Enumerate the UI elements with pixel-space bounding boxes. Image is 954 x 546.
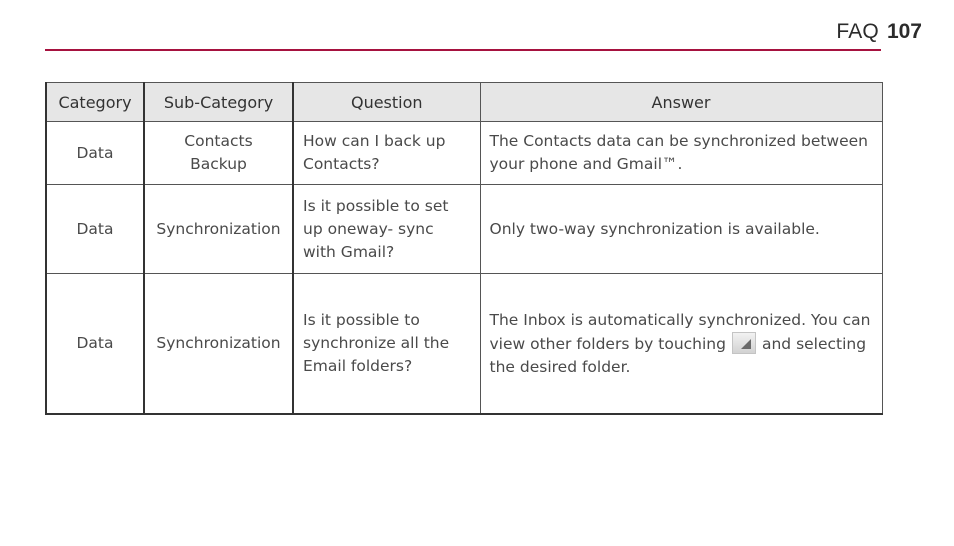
table-row xyxy=(46,185,882,274)
cell-sub-category: Synchronization xyxy=(144,185,293,274)
cell-answer: Only two-way synchronization is available. xyxy=(480,185,882,274)
cell-answer: The Contacts data can be synchronized between your phone and Gmail™. xyxy=(480,122,882,185)
folder-menu-icon xyxy=(732,332,756,354)
cell-category: Data xyxy=(46,122,144,185)
table-header-row xyxy=(46,83,882,122)
table-row xyxy=(46,274,882,415)
cell-question: How can I back up Contacts? xyxy=(293,122,480,185)
table-row xyxy=(46,122,882,185)
cell-question: Is it possible to set up oneway- sync with Gmail? xyxy=(293,185,480,274)
column-header-sub-category: Sub-Category xyxy=(144,83,293,122)
answer-text-after-icon: and selecting the desired folder. xyxy=(489,334,867,376)
page-number: 107 xyxy=(886,20,922,43)
cell-answer xyxy=(480,274,882,415)
section-title: FAQ xyxy=(836,20,879,43)
answer-text-before-icon: The Inbox is automatically synchronized. You can view other folders by touching xyxy=(489,310,871,353)
cell-sub-category: Synchronization xyxy=(144,274,293,415)
column-header-category: Category xyxy=(46,83,144,122)
page-header xyxy=(836,20,922,44)
cell-question: Is it possible to synchronize all the Email folders? xyxy=(293,274,480,415)
cell-sub-category: Contacts Backup xyxy=(144,122,293,185)
header-rule xyxy=(45,49,881,51)
cell-category: Data xyxy=(46,274,144,415)
cell-category: Data xyxy=(46,185,144,274)
faq-table xyxy=(45,82,883,415)
column-header-answer: Answer xyxy=(480,83,882,122)
column-header-question: Question xyxy=(293,83,480,122)
